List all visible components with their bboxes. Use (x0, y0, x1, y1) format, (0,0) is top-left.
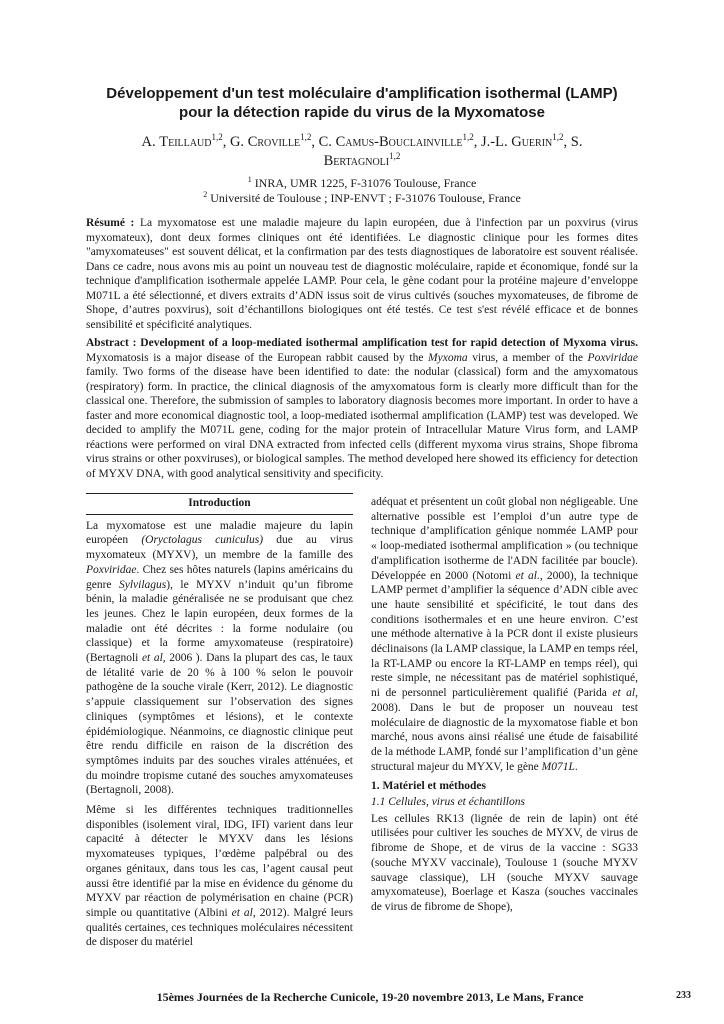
affiliation-text: INRA, UMR 1225, F-31076 Toulouse, France (251, 176, 477, 190)
body-text: . (574, 760, 578, 773)
section-heading-methods: 1. Matériel et méthodes (371, 780, 486, 793)
body-text: Même si les différentes techniques traditionnelles disponibles (isolement viral, IDG, IFI) varient dans leur capacité à détecter le MYXV dans les lésions myxomateuses typiques, l’œdème palpébral ou des organes génitaux, dans tous les cas, l’agent causal peut aussi être identifié par la mise en évidence du génome du MYXV par réaction de polymérisation en chaine (PCR) simple ou quantitative (Albini (86, 804, 353, 919)
body-text: due au virus myxomateux (MYXV), un membre de la famille des (86, 534, 353, 562)
section-heading-introduction: Introduction (86, 493, 353, 515)
resume-paragraph (86, 216, 638, 332)
subsection-heading: 1.1 Cellules, virus et échantillons (371, 796, 525, 809)
body-italic: M071L (541, 760, 575, 773)
author-name: Guerin (511, 134, 553, 150)
author-affil-sup: 1,2 (462, 132, 474, 143)
body-italic: (Oryctolagus cuniculus) (141, 534, 264, 547)
body-text: . Chez ses hôtes naturels (lapins américains du genre (86, 563, 353, 591)
abstract-label: Abstract : Development of a loop-mediated isothermal amplification test for rapid detection of Myxoma virus. (86, 337, 638, 349)
abstract-italic: Myxoma (428, 351, 468, 364)
author-initial: , C. (311, 134, 336, 150)
page-footer: 15èmes Journées de la Recherche Cunicole, 19-20 novembre 2013, Le Mans, France (156, 990, 584, 1004)
paper-title (60, 84, 664, 122)
resume-label: Résumé : (86, 217, 135, 229)
intro-paragraph-1 (86, 519, 353, 798)
body-italic: et al (231, 906, 253, 919)
body-text: ), le MYXV n’induit qu’un fibrome bénin, la maladie généralisée ne se produisant que chez les jeunes. Chez le lapin européen, deux formes de la maladie ont été décrites : la forme nodulaire (ou classique) et la forme amyxomateuse (respiratoire) (Bertagnoli (86, 578, 353, 665)
resume-text: La myxomatose est une maladie majeure du lapin européen, due à l'infection par un poxvirus (virus myxomateux), dont deux formes cliniques ont été identifiées. Le diagnostic clinique pour les formes dites "amyxomateuses" est souvent délicat, et la confirmation par des tests diagnostiques de laboratoire est souvent réalisée. Dans ce cadre, nous avons mis au point un nouveau test de diagnostic moléculaire, rapide et économique, fondé sur la technique d'amplification isothermale appelée LAMP. Pour cela, le gène codant pour la protéine majeure d’enveloppe M071L a été sélectionné, et divers extraits d’ADN issus soit de virus cultivés (souches myxomateuses, de fibrome de Shope, d’autres poxvirus), soit d’échantillons biologiques ont été testés. Ce test s'est révélé efficace et de bonnes sensibilité et spécificité analytiques. (86, 217, 638, 331)
affiliations (60, 176, 664, 206)
title-line-1: Développement d'un test moléculaire d'amplification isothermal (LAMP) (106, 85, 618, 102)
body-text: adéquat et présentent un coût global non négligeable. Une alternative possible est l’emploi d’un autre type de technique d’amplification génique nommée LAMP pour « loop-mediated isothermal amplification » (ou technique d'amplification isotherme de l'ADN facilitée par boucle). Développée en 2000 (Notomi (371, 496, 638, 582)
body-italic: et al. (515, 569, 540, 582)
author-list (60, 133, 664, 171)
affiliation-sup: 1 (247, 175, 252, 184)
author-name: Bertagnoli (323, 153, 390, 169)
abstract-block (86, 216, 638, 485)
right-column (371, 495, 638, 920)
intro-paragraph-2 (86, 803, 353, 950)
author-name: Croville (247, 134, 301, 150)
abstract-paragraph (86, 336, 638, 481)
intro-paragraph-3 (371, 495, 638, 774)
abstract-text: Myxomatosis is a major disease of the European rabbit caused by the (86, 351, 429, 364)
body-italic: et al (612, 687, 636, 700)
body-text: , 2000), la technique LAMP permet d’amplifier la séquence d’ADN cible avec une haute sensibilité et spécificité, le tout dans des conditions isothermales et en une heure environ. C’est une méthode alternative à la PCR dont il existe plusieurs déclinaisons (la LAMP classique, la LAMP en temps réel, la RT-LAMP ou encore la RT-LAMP en temps réel), qui reste simple, ne nécessitant pas de matériel sophistiqué, ni de personnel particulièrement qualifié (Parida (371, 569, 638, 700)
author-affil-sup: 1,2 (552, 132, 564, 143)
body-italic: Sylvilagus (118, 578, 167, 591)
methods-paragraph-1: Les cellules RK13 (lignée de rein de lapin) ont été utilisées pour cultiver les souches de MYXV, de virus de fibrome de Shope, et de virus de la vaccine : SG33 (souche MYXV vaccinale), Toulouse 1 (souche MYXV sauvage classique), LH (souche MYXV sauvage amyxomateuse), Boerlage et Kasza (souches vaccinales de virus de fibrome de Shope), (371, 812, 638, 913)
author-initial: , G. (222, 134, 248, 150)
affiliation-1 (60, 176, 664, 191)
abstract-italic: Poxviridae (587, 351, 638, 364)
affiliation-text: Université de Toulouse ; INP-ENVT ; F-31076 Toulouse, France (207, 191, 521, 205)
affiliation-2 (60, 191, 664, 206)
author-initial: , J.-L. (473, 134, 512, 150)
author-name: Camus-Bouclainville (335, 134, 463, 150)
author-affil-sup: 1,2 (211, 132, 223, 143)
author-initial: , S. (563, 134, 583, 150)
body-text: , 2006 ). Dans la plupart des cas, le taux de létalité varie de 20 % à 100 % selon le pouvoir pathogène de la souche virale (Kerr, 2012). Le diagnostic s’appuie classiquement sur l’observation des signes cliniques (symptômes et lésions), et le contexte épidémiologique. Néanmoins, ce diagnostic clinique peut être rendu difficile en raison de la discrétion des symptômes induits par des souches virales atténuées, et du moindre tropisme cutané des souches amyxomateuses (Bertagnoli, 2008). (86, 652, 354, 797)
page-number: 233 (676, 990, 691, 1001)
author-affil-sup: 1,2 (389, 151, 401, 162)
abstract-text: virus, a member of the (467, 351, 588, 364)
affiliation-sup: 2 (203, 190, 208, 199)
body-italic: Poxviridae (86, 563, 137, 576)
body-text: , 2008). Dans le but de proposer un nouveau test moléculaire de diagnostic de la myxomatose fiable et bon marché, nous avons ainsi réalisé une étude de faisabilité de la méthode LAMP, fondé sur l’amplification d’un gène structural majeur du MYXV, le gène (371, 687, 638, 773)
title-line-2: pour la détection rapide du virus de la Myxomatose (179, 104, 545, 121)
body-text: , 2012). Malgré leurs qualités certaines, ces techniques moléculaires nécessitent de disposer du matériel (86, 906, 353, 949)
author-initial: A. (141, 134, 160, 150)
author-name: Teillaud (159, 134, 212, 150)
body-italic: et al (141, 652, 163, 665)
abstract-text: family. Two forms of the disease have been identified to date: the nodular (classical) form and the amyxomatous (respiratory) form. In practice, the clinical diagnosis of the amyxomatous form is clearly more difficult than for the classical one. Therefore, the submission of samples to laboratory diagnosis becomes more important. In order to have a faster and more economical diagnostic tool, a loop-mediated isothermal amplification (LAMP) test was developed. We decided to amplify the M071L gene, coding for the major protein of Intracellular Mature Virus form, and LAMP réactions were performed on viral DNA extracted from infected cells (different myxoma virus strains, Shope fibroma virus strains or other poxviruses), or biological samples. The method developed here showed its efficiency for detection of MYXV DNA, with good analytical sensitivity and specificity. (86, 366, 638, 480)
body-text: La myxomatose est une maladie majeure du lapin européen (86, 519, 353, 547)
left-column (86, 493, 353, 955)
author-affil-sup: 1,2 (300, 132, 312, 143)
